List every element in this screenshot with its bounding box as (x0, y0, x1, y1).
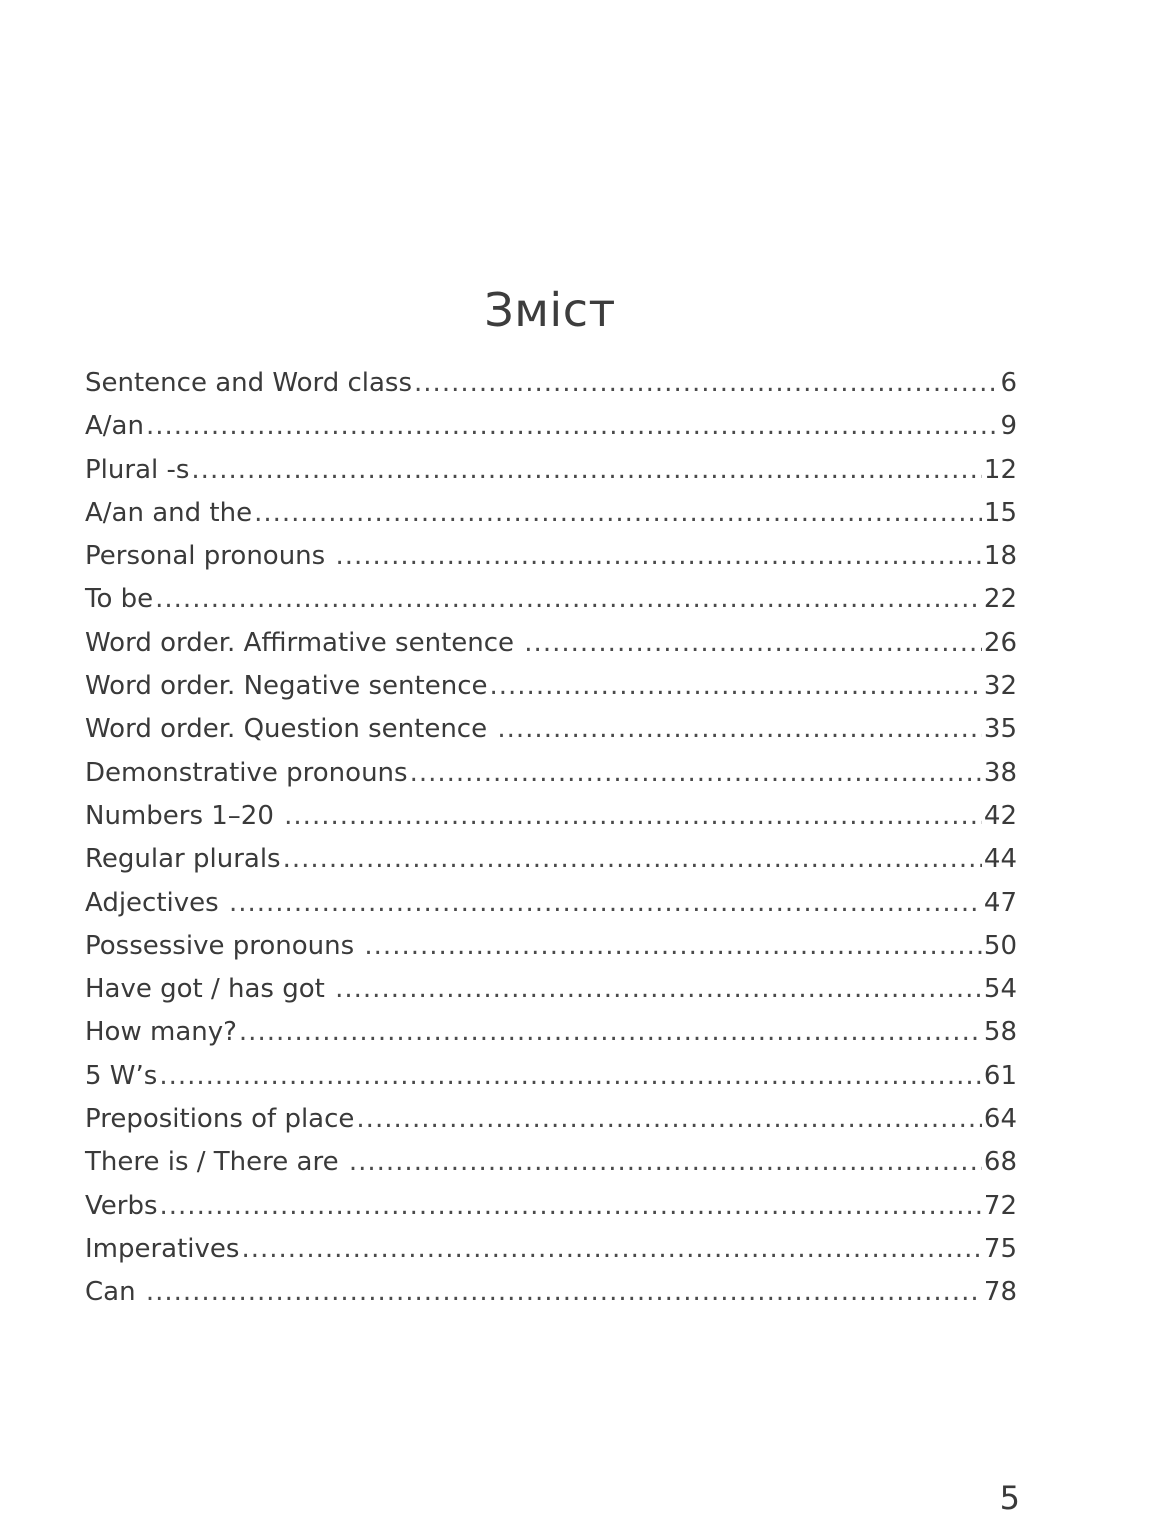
toc-entry-title: Verbs (85, 1190, 158, 1221)
dot-leader (191, 449, 981, 492)
toc-entry (85, 492, 1017, 535)
dot-leader (335, 968, 982, 1011)
toc-entry-page: 6 (1000, 368, 1017, 398)
page-number: 5 (999, 1479, 1020, 1517)
toc-entry-page: 35 (983, 714, 1017, 745)
toc-entry-page: 38 (983, 757, 1017, 788)
toc-entry-title: Demonstrative pronouns (85, 757, 408, 788)
toc-entry-title: How many? (85, 1017, 237, 1048)
toc-entry (85, 1185, 1017, 1228)
dot-leader (239, 1011, 982, 1054)
dot-leader (497, 708, 982, 751)
toc-entry (85, 578, 1017, 621)
dot-leader (254, 492, 982, 535)
toc-entry-page: 75 (983, 1233, 1017, 1264)
dot-leader (356, 1098, 981, 1141)
toc-entry (85, 925, 1017, 968)
dot-leader (335, 535, 981, 578)
toc-entry (85, 405, 1017, 448)
dot-leader (284, 795, 982, 838)
toc-entry-page: 72 (983, 1190, 1017, 1221)
toc-entry (85, 1141, 1017, 1184)
toc-entry (85, 1011, 1017, 1054)
toc-entry (85, 882, 1017, 925)
toc-entry-title: Word order. Affirmative sentence (85, 627, 523, 658)
toc-entry-page: 61 (983, 1060, 1017, 1091)
dot-leader (349, 1141, 982, 1184)
toc-entry-title: Imperatives (85, 1233, 240, 1264)
toc-entry-page: 50 (983, 930, 1017, 961)
dot-leader (283, 838, 982, 881)
page-title: Зміст (484, 283, 616, 337)
toc-entry-page: 12 (983, 454, 1017, 485)
toc-entry (85, 795, 1017, 838)
toc-entry-title: Word order. Negative sentence (85, 671, 488, 702)
toc-entry-title: Can (85, 1277, 144, 1308)
toc-entry-page: 18 (983, 541, 1017, 572)
toc-entry-page: 78 (983, 1277, 1017, 1308)
toc-entry (85, 1098, 1017, 1141)
toc-entry-title: Word order. Question sentence (85, 714, 496, 745)
toc-entry-page: 44 (983, 844, 1017, 875)
toc-entry (85, 622, 1017, 665)
dot-leader (146, 405, 998, 448)
toc-entry-title: To be (85, 584, 154, 615)
dot-leader (414, 362, 998, 405)
toc-entry-page: 9 (1000, 411, 1017, 442)
toc-entry-page: 15 (983, 497, 1017, 528)
toc-entry-title: Sentence and Word class (85, 368, 413, 398)
dot-leader (524, 622, 982, 665)
toc-entry-title: 5 W’s (85, 1060, 158, 1091)
toc-entry-title: Adjectives (85, 887, 227, 918)
dot-leader (159, 1055, 982, 1098)
dot-leader (410, 752, 982, 795)
dot-leader (241, 1228, 981, 1271)
toc-entry-page: 32 (983, 671, 1017, 702)
toc-entry-title: A/an (85, 411, 144, 442)
table-of-contents (85, 362, 1017, 1315)
toc-entry-page: 64 (983, 1104, 1017, 1135)
dot-leader (229, 882, 982, 925)
toc-entry-title: Regular plurals (85, 844, 281, 875)
toc-entry-page: 58 (983, 1017, 1017, 1048)
toc-entry (85, 362, 1017, 405)
toc-entry (85, 752, 1017, 795)
dot-leader (160, 1185, 982, 1228)
toc-entry (85, 838, 1017, 881)
toc-entry-page: 68 (983, 1147, 1017, 1178)
dot-leader (364, 925, 982, 968)
toc-entry (85, 968, 1017, 1011)
toc-entry (85, 665, 1017, 708)
toc-entry (85, 449, 1017, 492)
toc-entry (85, 1055, 1017, 1098)
toc-entry-page: 54 (983, 974, 1017, 1005)
dot-leader (155, 578, 982, 621)
toc-entry-title: Plural -s (85, 454, 190, 485)
toc-entry-title: Numbers 1–20 (85, 800, 283, 831)
toc-entry-page: 47 (983, 887, 1017, 918)
toc-entry-page: 22 (983, 584, 1017, 615)
toc-entry-title: Prepositions of place (85, 1104, 355, 1135)
toc-entry (85, 1228, 1017, 1271)
toc-entry-title: Personal pronouns (85, 541, 334, 572)
toc-entry-title: Possessive pronouns (85, 930, 363, 961)
toc-entry (85, 708, 1017, 751)
toc-entry (85, 1271, 1017, 1314)
dot-leader (146, 1271, 982, 1314)
dot-leader (490, 665, 982, 708)
toc-entry-page: 42 (983, 800, 1017, 831)
toc-entry-title: Have got / has got (85, 974, 334, 1005)
toc-entry-page: 26 (983, 627, 1017, 658)
toc-entry-title: A/an and the (85, 497, 253, 528)
toc-entry (85, 535, 1017, 578)
toc-entry-title: There is / There are (85, 1147, 347, 1178)
